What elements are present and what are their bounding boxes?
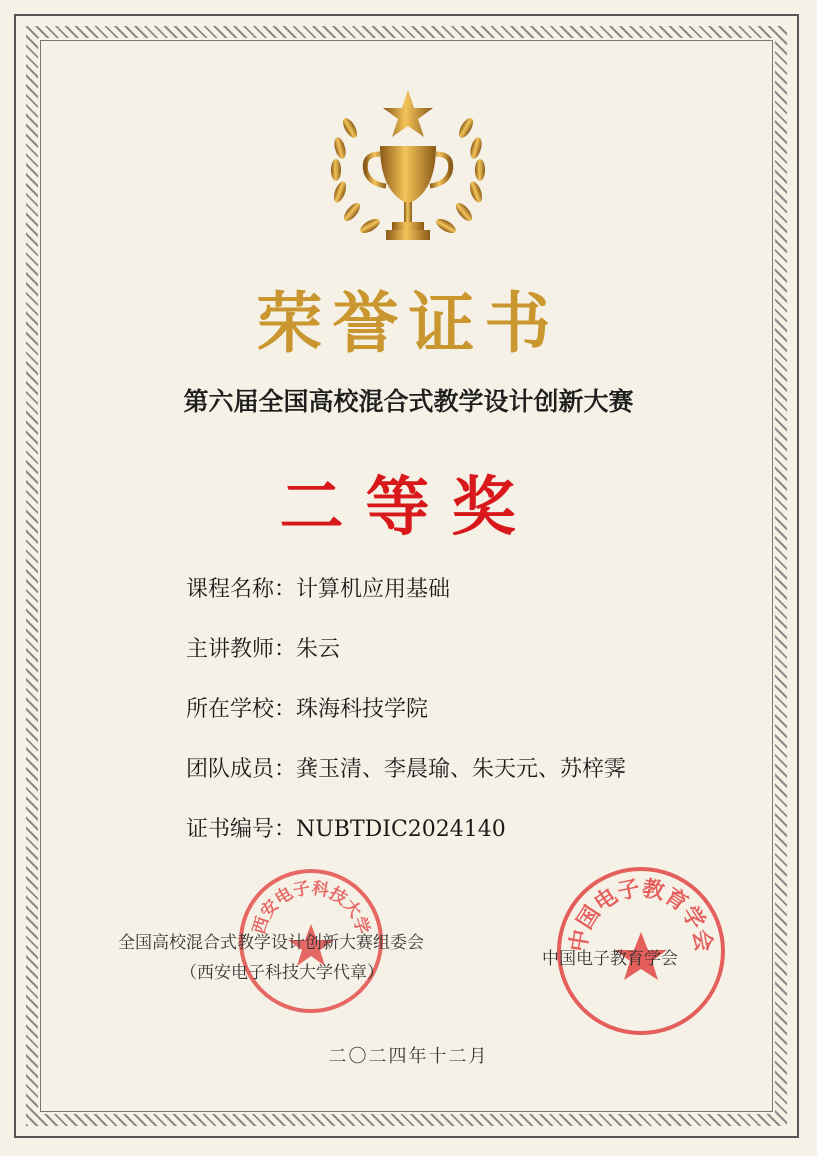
details-list — [186, 572, 626, 872]
detail-value: 珠海科技学院 — [296, 697, 429, 722]
detail-value: NUBTDIC2024140 — [296, 817, 506, 842]
award-level: 二等奖 — [279, 470, 538, 545]
detail-label: 证书编号： — [186, 817, 297, 842]
competition-name: 第六届全国高校混合式教学设计创新大赛 — [183, 387, 634, 416]
detail-row-course — [186, 572, 626, 632]
committee-seal-text: 西安电子科技大学 — [249, 878, 373, 937]
detail-value: 朱云 — [296, 637, 341, 662]
detail-label: 团队成员： — [186, 757, 297, 782]
issue-date: 二〇二四年十二月 — [328, 1046, 489, 1067]
detail-value: 龚玉清、李晨瑜、朱天元、苏梓霁 — [296, 757, 627, 782]
detail-value: 计算机应用基础 — [296, 577, 451, 602]
detail-label: 主讲教师： — [186, 637, 297, 662]
detail-row-school — [186, 692, 626, 752]
detail-label: 所在学校： — [186, 697, 297, 722]
detail-row-team — [186, 752, 626, 812]
trophy-laurel-star-icon — [318, 88, 498, 256]
detail-row-certificate-number — [186, 812, 626, 872]
issuer-society: 中国电子教育学会 — [542, 949, 678, 969]
detail-row-teacher — [186, 632, 626, 692]
issuer-committee: 全国高校混合式教学设计创新大赛组委会 — [118, 933, 424, 953]
society-seal-text: 中国电子教育学会 — [566, 876, 716, 954]
certificate-title: 荣誉证书 — [256, 285, 561, 362]
issuer-committee-note: （西安电子科技大学代章） — [180, 963, 384, 983]
detail-label: 课程名称： — [186, 577, 297, 602]
